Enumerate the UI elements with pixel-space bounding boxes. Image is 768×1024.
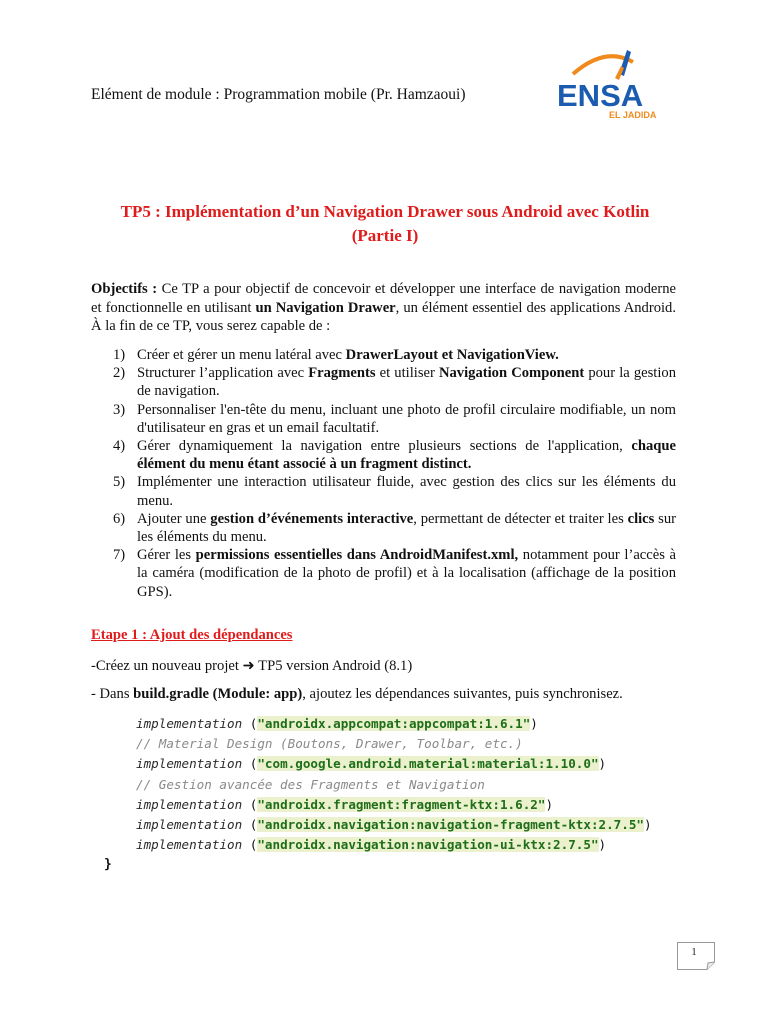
logo-main-text: ENSA xyxy=(557,78,644,113)
code-line: implementation ("androidx.appcompat:appcompat:1.6.1") xyxy=(136,716,538,731)
code-comment: // Material Design (Boutons, Drawer, Toolbar, etc.) xyxy=(136,736,523,752)
gradle-code-block xyxy=(136,714,652,855)
page-number-box xyxy=(677,942,715,970)
objectives-label: Objectifs : xyxy=(91,281,158,297)
closing-brace: } xyxy=(104,857,112,872)
logo-sub-text: EL JADIDA xyxy=(609,110,657,120)
objective-item: 7) Gérer les permissions essentielles dans AndroidManifest.xml, notamment pour l’accès à la caméra (modification de la photo de profil) et à la localisation (affichage de la position GPS). xyxy=(113,547,676,600)
objective-item: 4) Gérer dynamiquement la navigation entre plusieurs sections de l'application, chaque élément du menu étant associé à un fragment distinct. xyxy=(113,438,676,473)
tp-title xyxy=(60,200,710,248)
intro-text-2: , un élément essentiel des applications Android. À la fin de ce TP, vous serez capable de : xyxy=(91,299,676,334)
code-line: implementation ("androidx.fragment:fragment-ktx:1.6.2") xyxy=(136,796,554,812)
instruction-build-gradle: - Dans build.gradle (Module: app), ajoutez les dépendances suivantes, puis synchronisez. xyxy=(91,686,623,702)
intro-bold-1: un Navigation Drawer xyxy=(255,299,396,316)
intro-text-1: Ce TP a pour objectif de concevoir et développer une interface de navigation moderne et fonctionnelle en utilisant xyxy=(91,281,677,316)
ensa-logo xyxy=(555,44,661,120)
objectives-list xyxy=(91,346,676,601)
code-comment: // Gestion avancée des Fragments et Navigation xyxy=(136,776,485,792)
objective-item: 1) Créer et gérer un menu latéral avec DrawerLayout et NavigationView. xyxy=(113,347,559,363)
instruction-create-project: -Créez un nouveau projet ➜ TP5 version Android (8.1) xyxy=(91,658,413,674)
page-number: 1 xyxy=(691,947,697,958)
objective-item: 3) Personnaliser l'en-tête du menu, incluant une photo de profil circulaire modifiable, un nom d'utilisateur en gras et un email facultatif. xyxy=(113,401,676,436)
objectives-intro xyxy=(91,280,676,336)
module-header: Elément de module : Programmation mobile (Pr. Hamzaoui) xyxy=(91,86,466,103)
title-line-2: (Partie I) xyxy=(351,226,419,245)
objective-item: 6) Ajouter une gestion d’événements interactive, permettant de détecter et traiter les clics sur les éléments du menu. xyxy=(113,510,676,546)
title-line-1: TP5 : Implémentation d’un Navigation Drawer sous Android avec Kotlin xyxy=(120,202,650,221)
step-1-heading: Etape 1 : Ajout des dépendances xyxy=(91,627,293,643)
objective-item: 2) Structurer l’application avec Fragments et utiliser Navigation Component pour la gestion de navigation. xyxy=(113,365,677,400)
code-line: implementation ("com.google.android.material:material:1.10.0") xyxy=(136,756,607,772)
code-line: implementation ("androidx.navigation:navigation-fragment-ktx:2.7.5") xyxy=(136,817,652,833)
objective-item: 5) Implémenter une interaction utilisateur fluide, avec gestion des clics sur les éléments du menu. xyxy=(113,474,676,509)
code-line: implementation ("androidx.navigation:navigation-ui-ktx:2.7.5") xyxy=(136,837,607,853)
